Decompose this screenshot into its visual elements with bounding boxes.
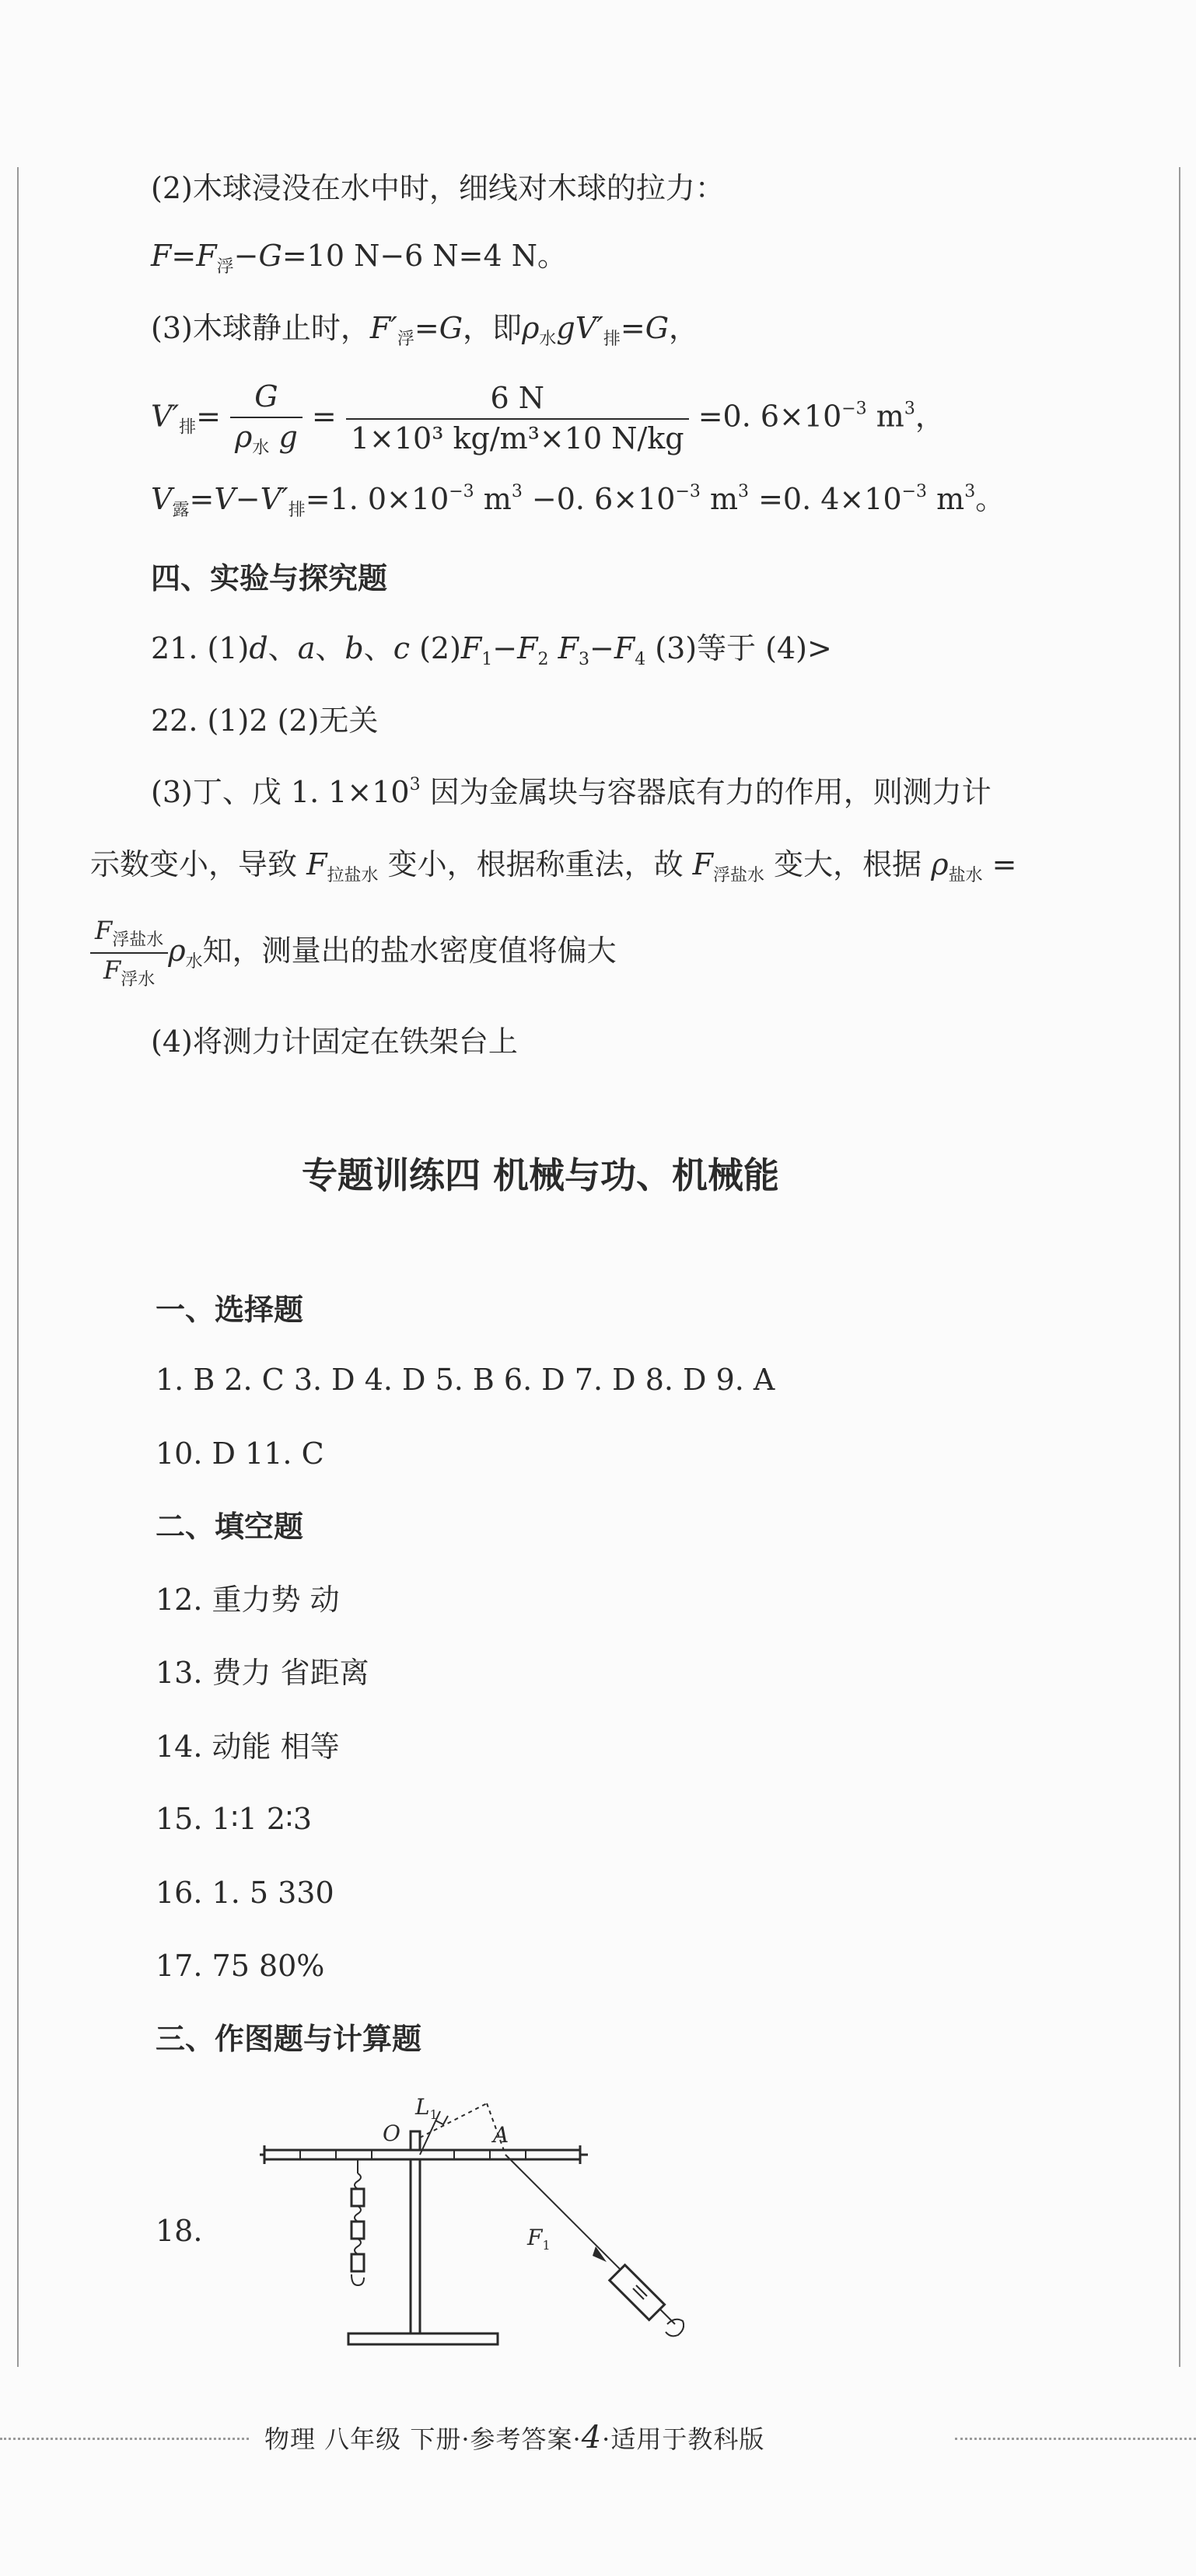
equation-line: $V'_排=$ $\frac{G}{\rho_水 g}$ = $\frac{6 N}{\text{1×10³ kg/m³×10 N/kg}}$ =0. $6\times 10^{-3}$ $m^3$， [151,379,945,458]
section-heading: 一、选择题 [156,1293,304,1327]
weight-3 [351,2254,364,2271]
answer-line: $\frac{F_{浮盐水}}{F_{浮水}}$ $\rho_水$知，测量出的盐水密度值将偏大 [90,916,617,991]
solution-line: (3)木球静止时，$F'_浮=G$，即$\rho_水gV'_排=G$， [151,311,699,349]
answer-line: 示数变小，导致 $F_{拉盐水}$ 变小，根据称重法，故 $F_{浮盐水}$ 变大，根据 $\rho_{盐水}$ = [90,847,1017,885]
weight-2 [351,2222,364,2239]
right-margin-line [1179,167,1180,2367]
answer-line: 15. 1∶1 2∶3 [156,1802,313,1836]
answer-line: 1. B 2. C 3. D 4. D 5. B 6. D 7. D 8. D 9. A [156,1363,775,1397]
label-o: O [383,2120,400,2146]
lever-diagram [249,2091,684,2371]
hand [666,2319,684,2337]
fraction: $\frac{6 N}{\text{1×10³ kg/m³×10 N/kg}}$ [346,381,689,456]
answer-line: 21. (1)d、a、b、c $(2)F_1-F_2$ $F_3-F_4$ (3)等于 (4)> [151,631,832,669]
answer-line: 22. (1)2 (2)无关 [151,703,379,738]
label-l1: $L_1$ [415,2094,438,2122]
answer-line: (3)丁、戊 1. $1\times 10^3$ 因为金属块与容器底有力的作用，则测力计 [151,775,991,809]
answer-line: 10. D 11. C [156,1436,324,1471]
label-a: A [493,2122,509,2148]
section-heading: 三、作图题与计算题 [156,2022,422,2056]
fraction: $\frac{G}{\rho_水 g}$ [230,379,302,459]
section-heading: 四、实验与探究题 [151,561,388,595]
equation-line: $V_露=V-V'_排=1$. $0\times 10^{-3}$ $m^3 -0$. $6\times 10^{-3}$ $m^3 =0$. $4\times 10^{-3}$ $m^3$。 [151,482,1005,520]
answer-line: (4)将测力计固定在铁架台上 [151,1024,518,1059]
footer-rule-right [955,2438,1196,2440]
page-footer: 物理 八年级 下册·参考答案·4·适用于教科版 [264,2420,765,2456]
footer-rule-left [0,2438,249,2440]
left-margin-line [17,167,19,2367]
answer-line: 16. 1. 5 330 [156,1876,334,1910]
pivot-top [411,2131,420,2150]
stand-base [348,2333,498,2344]
answer-line: 12. 重力势 动 [156,1583,340,1617]
page-title: 专题训练四 机械与功、机械能 [302,1154,780,1196]
page-number: 4 [581,2420,603,2456]
weight-1 [351,2189,364,2206]
fraction: $\frac{F_{浮盐水}}{F_{浮水}}$ [90,916,168,991]
answer-line: 13. 费力 省距离 [156,1656,369,1690]
label-f1: $F_1$ [527,2225,551,2253]
answer-line: 17. 75 80% [156,1949,325,1983]
question-number: 18. [156,2214,203,2248]
stand-pole [411,2159,420,2335]
section-heading: 二、填空题 [156,1510,304,1544]
equation-line: $F=F_浮-G=10$ N−6 N=4 N。 [151,239,568,277]
solution-line: (2)木球浸没在水中时，细线对木球的拉力： [151,171,725,205]
answer-line: 14. 动能 相等 [156,1730,340,1764]
